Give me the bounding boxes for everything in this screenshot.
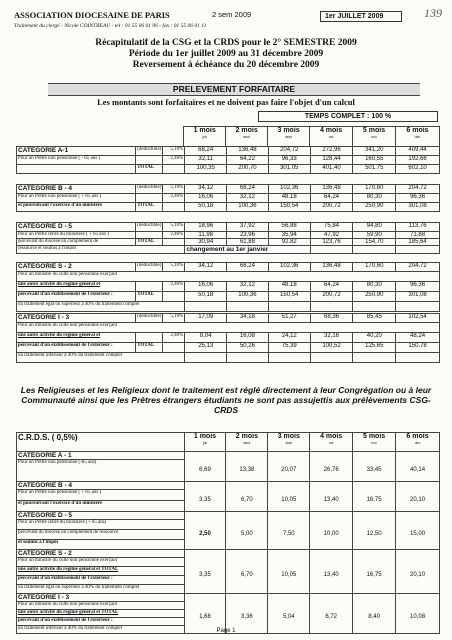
csg-category-i3	[16, 313, 440, 363]
empty-cell	[353, 246, 396, 254]
month-header	[353, 433, 396, 452]
category-description: et poursuivant l'exercice d'un ministère	[17, 203, 136, 212]
empty-cell	[268, 353, 310, 363]
csg-value: 32,12	[227, 282, 269, 292]
csg-category-b4	[16, 184, 440, 212]
document-titles	[0, 38, 452, 71]
month-label: 3 mois	[277, 433, 300, 440]
temps-complet-box: TEMPS COMPLET : 100 %	[258, 111, 438, 122]
empty-cell	[184, 594, 226, 602]
csg-value: 75,84	[310, 223, 353, 232]
csg-value: 136,48	[227, 147, 269, 156]
csg-value: 80,30	[353, 282, 396, 292]
category-description: percevant du diocèse un complément de	[17, 239, 136, 246]
month-header	[184, 433, 226, 452]
csg-value: 50,18	[185, 203, 227, 212]
month-header: 3 mois sept	[268, 127, 310, 147]
crds-value: 6,70	[226, 490, 268, 512]
csg-value: 30,94	[185, 239, 227, 246]
csg-value: 102,54	[396, 314, 440, 323]
csg-value: 154,70	[353, 239, 396, 246]
csg-value: 170,60	[353, 263, 396, 272]
csg-value: 100,35	[185, 165, 227, 174]
semester-tab: 2 sem 2009	[212, 10, 252, 19]
csg-value: 24,12	[268, 333, 310, 343]
csg-value: 48,18	[268, 282, 310, 292]
crds-category-description: un traitement inférieur à 40% du traitement complet	[17, 626, 185, 634]
empty-cell	[396, 550, 440, 558]
csg-value: 48,18	[268, 194, 310, 203]
csg-value: 192,66	[396, 156, 440, 165]
religious-exemption-note: Les Religieuses et les Religieux dont le traitement est réglé directement à leur Congrégation ou à leur Communauté ainsi que les Prêtres étrangers étudiants ne sont pas assujettis aux prélèvements CSG-CRDS	[20, 385, 432, 415]
title-line-2: Période du 1er juillet 2009 au 31 décembre 2009	[128, 49, 324, 59]
crds-value: 2,50	[184, 520, 226, 550]
csg-value: 23,96	[227, 232, 269, 239]
csg-value: 80,30	[353, 194, 396, 203]
empty-cell	[353, 512, 396, 520]
crds-value: 20,10	[396, 558, 440, 594]
empty-cell	[310, 246, 353, 254]
csg-value: 250,90	[353, 203, 396, 212]
csg-value: 102,36	[268, 263, 310, 272]
empty-cell	[226, 482, 268, 490]
prelevement-banner: PRELEVEMENT FORFAITAIRE	[48, 83, 420, 96]
csg-value: 272,96	[310, 147, 353, 156]
rate-percent	[163, 343, 185, 353]
crds-value: 10,05	[268, 558, 310, 594]
crds-value: 33,45	[353, 460, 396, 482]
month-sub: nov	[371, 441, 377, 445]
row-note: TOTAL	[136, 203, 163, 212]
page-number: Page 1	[216, 628, 236, 634]
csg-value: 16,06	[185, 194, 227, 203]
crds-category-description: Pour un ministre du culte non pensionné exerçant	[17, 602, 185, 610]
rate-percent: 2,40%	[163, 282, 185, 292]
empty-cell	[353, 302, 396, 312]
empty-cell	[310, 353, 353, 363]
rate-percent: 5,10%	[163, 185, 185, 194]
category-title: CATEGORIE D - 5	[17, 223, 136, 232]
month-label: 2 mois	[235, 433, 258, 440]
crds-value: 16,75	[353, 490, 396, 512]
row-note	[136, 333, 163, 343]
crds-value: 26,76	[310, 460, 353, 482]
csg-value: 113,76	[396, 223, 440, 232]
month-sub: oct	[328, 441, 334, 445]
csg-value: 85,45	[353, 314, 396, 323]
month-header	[396, 433, 440, 452]
crds-value: 5,04	[268, 602, 310, 634]
csg-value: 8,04	[185, 333, 227, 343]
csg-value: 250,90	[353, 292, 396, 302]
csg-value: 56,88	[268, 223, 310, 232]
month-header: 6 mois dec	[395, 127, 439, 147]
empty-cell	[184, 452, 226, 460]
category-description: Pour un Prêtre non pensionné ( + 65 ans )	[17, 194, 136, 203]
title-line-1: Récapitulatif de la CSG et la CRDS pour le 2° SEMESTRE 2009	[95, 38, 357, 48]
month-label: 1 mois	[193, 433, 217, 440]
empty-cell	[310, 512, 353, 520]
csg-value: 204,72	[268, 147, 310, 156]
row-note	[136, 232, 163, 239]
csg-value: 200,72	[310, 203, 353, 212]
csg-value: 125,65	[353, 343, 396, 353]
csg-value: 32,16	[310, 333, 353, 343]
date-box: 1er JUILLET 2009	[320, 11, 402, 22]
csg-value: 32,12	[227, 194, 269, 203]
csg-value: 94,80	[353, 223, 396, 232]
csg-value: 64,24	[310, 194, 353, 203]
csg-value: 68,24	[227, 263, 269, 272]
handwritten-page-number: 139	[424, 6, 442, 20]
empty-cell	[310, 482, 353, 490]
empty-cell	[185, 302, 227, 312]
csg-value: 501,75	[353, 165, 396, 174]
csg-value: 59,90	[353, 232, 396, 239]
csg-value: 123,76	[310, 239, 353, 246]
csg-table	[16, 126, 440, 147]
category-title: CATEGORIE B - 4	[17, 185, 136, 194]
category-title: CATEGORIE S - 2	[17, 263, 136, 272]
empty-cell	[353, 353, 396, 363]
category-footer: un traitement inférieur à 40% du traitement complet	[17, 353, 185, 363]
csg-value: 71,88	[396, 232, 440, 239]
month-label: 4 mois	[320, 433, 343, 440]
crds-value: 10,08	[396, 602, 440, 634]
crds-category-title: CATEGORIE A - 1	[17, 452, 185, 460]
empty-cell	[185, 353, 227, 363]
csg-value: 136,48	[310, 263, 353, 272]
crds-value: 3,35	[184, 490, 226, 512]
empty-cell	[226, 512, 268, 520]
crds-value: 13,40	[310, 490, 353, 512]
rate-percent: 2,40%	[163, 333, 185, 343]
empty-cell	[184, 512, 226, 520]
empty-cell	[268, 550, 310, 558]
row-note	[136, 282, 163, 292]
csg-value: 200,72	[310, 292, 353, 302]
csg-value: 185,64	[396, 239, 440, 246]
category-description: Pour un Prêtre non pensionné ( - 65 ans )	[17, 156, 136, 165]
crds-value: 15,00	[396, 520, 440, 550]
csg-value: 341,20	[353, 147, 396, 156]
rate-percent: 2,40%	[163, 232, 185, 239]
csg-value: 92,82	[268, 239, 310, 246]
csg-value: 68,24	[185, 147, 227, 156]
empty-cell	[353, 550, 396, 558]
crds-value: 6,72	[310, 602, 353, 634]
crds-value: 13,38	[226, 460, 268, 482]
deduction-note: (déductible)	[136, 147, 163, 156]
crds-value: 13,40	[310, 558, 353, 594]
crds-value: 12,50	[353, 520, 396, 550]
crds-category-description: et poursuivant l'exercice d'un ministère	[17, 501, 185, 512]
category-description: percevant d'un établissement de l'extérieur :	[17, 292, 136, 302]
csg-value: 100,36	[227, 292, 269, 302]
rate-percent	[163, 292, 185, 302]
empty-cell	[227, 353, 269, 363]
empty-cell	[184, 550, 226, 558]
empty-cell	[353, 482, 396, 490]
csg-value: 68,24	[227, 185, 269, 194]
month-sub: aout	[243, 441, 251, 445]
rate-percent	[163, 203, 185, 212]
title-line-3: Reversement à échéance du 20 décembre 2009	[132, 60, 320, 70]
csg-value: 100,52	[310, 343, 353, 353]
csg-value: 35,94	[268, 232, 310, 239]
csg-value: 75,39	[268, 343, 310, 353]
crds-category-description: Pour un Prêtre non pensionné ( + 65 ans )	[17, 490, 185, 501]
csg-value: 34,18	[227, 314, 269, 323]
deduction-note: (déductible)	[136, 314, 163, 323]
crds-value: 40,14	[396, 460, 440, 482]
category-description: percevant d'un établissement de l'extérieur :	[17, 343, 136, 353]
empty-cell	[227, 302, 269, 312]
csg-value: 64,22	[227, 156, 269, 165]
empty-cell	[396, 353, 440, 363]
empty-cell	[396, 512, 440, 520]
crds-category-description: percevant d'un établissement de l'extérieur :	[17, 618, 185, 626]
category-description	[17, 165, 136, 174]
crds-value: 7,50	[268, 520, 310, 550]
month-header	[268, 433, 310, 452]
csg-value: 61,88	[227, 239, 269, 246]
rate-percent: 5,10%	[163, 314, 185, 323]
csg-value: 200,70	[227, 165, 269, 174]
category-description: Pour un Prêtre retiré du ministère ( + 65 ans )	[17, 232, 136, 239]
csg-value: 301,08	[396, 203, 440, 212]
empty-cell	[396, 302, 440, 312]
row-note: TOTAL	[136, 292, 163, 302]
csg-value: 68,36	[310, 314, 353, 323]
empty-cell	[353, 594, 396, 602]
csg-value: 34,12	[185, 185, 227, 194]
row-note: TOTAL	[136, 343, 163, 353]
empty-cell	[310, 550, 353, 558]
category-footer: un traitement égal ou supérieur à 40% du traitement complet	[17, 302, 185, 312]
month-label: 6 mois	[406, 433, 429, 440]
crds-category-description: une autre activité du régime général et TOTAL	[17, 610, 185, 618]
crds-category-title: CATEGORIE D - 5	[17, 512, 185, 520]
crds-title: C.R.D.S. ( 0,5%)	[17, 433, 185, 452]
csg-value: 51,27	[268, 314, 310, 323]
csg-value: 16,08	[227, 333, 269, 343]
treatment-contact-line: Traitement du clergé - Nicole COINTREAU - tel : 01 55 06 01 06 - fax : 01 55 06 01 11	[14, 23, 207, 29]
crds-category-description: et soumis à l'impôt	[17, 540, 185, 550]
csg-value: 18,96	[185, 223, 227, 232]
rate-percent	[163, 165, 185, 174]
csg-value: 96,33	[268, 156, 310, 165]
csg-value: 96,36	[396, 282, 440, 292]
csg-value: 40,20	[353, 333, 396, 343]
crds-category-title: CATEGORIE S - 2	[17, 550, 185, 558]
category-title: CATEGORIE A-1	[17, 147, 136, 156]
crds-category-description: Pour un ministre du culte non pensionné exerçant	[17, 558, 185, 567]
month-label: 5 mois	[363, 433, 386, 440]
row-note: TOTAL	[136, 239, 163, 246]
csg-value: 102,36	[268, 185, 310, 194]
crds-value: 8,40	[353, 602, 396, 634]
empty-cell	[268, 482, 310, 490]
csg-value: 204,72	[396, 185, 440, 194]
organization-name: ASSOCIATION DIOCESAINE DE PARIS	[14, 10, 170, 20]
empty-cell	[396, 482, 440, 490]
csg-value: 409,44	[396, 147, 440, 156]
crds-value: 6,69	[184, 460, 226, 482]
csg-value: 150,78	[396, 343, 440, 353]
empty-cell	[396, 452, 440, 460]
deduction-note: (déductible)	[136, 263, 163, 272]
csg-value: 17,09	[185, 314, 227, 323]
csg-value: 50,26	[227, 343, 269, 353]
crds-category-description: Pour un Prêtre non pensionné (-65 ans)	[17, 460, 185, 482]
crds-category-description: percevant du diocèse un complément de ressource	[17, 530, 185, 540]
csg-value: 48,24	[396, 333, 440, 343]
empty-cell	[396, 594, 440, 602]
crds-value: 10,05	[268, 490, 310, 512]
csg-value: 100,36	[227, 203, 269, 212]
crds-category-title: CATEGORIE B - 4	[17, 482, 185, 490]
rate-percent: 2,40%	[163, 156, 185, 165]
document-header	[14, 6, 442, 34]
deduction-note: (déductible)	[136, 185, 163, 194]
csg-value: 301,05	[268, 165, 310, 174]
month-header: 4 mois oct	[310, 127, 353, 147]
category-footer: ressource et soumis à l'impôt	[17, 246, 185, 254]
csg-value: 160,55	[353, 156, 396, 165]
empty-cell	[268, 512, 310, 520]
empty-cell	[226, 452, 268, 460]
empty-cell	[268, 594, 310, 602]
empty-cell	[184, 482, 226, 490]
crds-grid	[16, 432, 440, 634]
crds-value: 16,75	[353, 558, 396, 594]
category-description: Pour un ministre du culte non pensionné exerçant	[17, 323, 440, 333]
empty-cell	[226, 594, 268, 602]
csg-value: 128,44	[310, 156, 353, 165]
forfaitaire-note: Les montants sont forfaitaires et ne doivent pas faire l'objet d'un calcul	[97, 97, 355, 107]
csg-value: 301,08	[396, 292, 440, 302]
category-title: CATEGORIE I - 3	[17, 314, 136, 323]
csg-value: 96,36	[396, 194, 440, 203]
category-description: Pour un ministre du culte non pensionné exerçant	[17, 272, 440, 282]
csg-value: 34,12	[185, 263, 227, 272]
rate-percent	[163, 239, 185, 246]
crds-value: 20,10	[396, 490, 440, 512]
empty-cell	[310, 302, 353, 312]
csg-value: 170,60	[353, 185, 396, 194]
month-sub: sept	[285, 441, 293, 445]
month-header: 5 mois nov	[353, 127, 396, 147]
empty-cell	[353, 452, 396, 460]
month-header	[226, 433, 268, 452]
deduction-note: (déductible)	[136, 223, 163, 232]
csg-value: 25,13	[185, 343, 227, 353]
month-header	[310, 433, 353, 452]
rate-percent: 5,10%	[163, 147, 185, 156]
csg-category-d5	[16, 222, 440, 254]
csg-value: 602,10	[396, 165, 440, 174]
empty-cell	[226, 550, 268, 558]
row-note	[136, 194, 163, 203]
month-sub: juil	[202, 441, 208, 445]
empty-cell	[310, 594, 353, 602]
month-header: 2 mois aout	[226, 127, 268, 147]
change-note: changement au 1er janvier	[185, 246, 310, 254]
csg-value: 204,72	[396, 263, 440, 272]
rate-percent: 5,10%	[163, 223, 185, 232]
empty-cell	[268, 452, 310, 460]
rate-percent: 2,40%	[163, 194, 185, 203]
crds-category-description: un traitement égal ou supérieur à 40% du traitement complet	[17, 585, 185, 594]
crds-value: 10,00	[310, 520, 353, 550]
csg-category-a1	[16, 146, 440, 174]
csg-value: 37,92	[227, 223, 269, 232]
csg-value: 150,54	[268, 292, 310, 302]
crds-value: 5,00	[226, 520, 268, 550]
row-note	[136, 156, 163, 165]
crds-category-description: une autre activité du régime général et TOTAL	[17, 567, 185, 576]
crds-value: 6,70	[226, 558, 268, 594]
crds-value: 1,68	[184, 602, 226, 634]
month-sub: dec	[414, 441, 421, 445]
empty-cell	[396, 246, 440, 254]
category-description: une autre activité du régime général et	[17, 333, 136, 343]
month-header: 1 mois juil	[184, 127, 226, 147]
csg-category-s2	[16, 262, 440, 312]
empty-cell	[268, 302, 310, 312]
rate-percent: 5,10%	[163, 263, 185, 272]
crds-category-title: CATEGORIE I - 3	[17, 594, 185, 602]
empty-cell	[310, 452, 353, 460]
csg-value: 11,98	[185, 232, 227, 239]
csg-value: 64,24	[310, 282, 353, 292]
csg-value: 47,92	[310, 232, 353, 239]
csg-value: 401,40	[310, 165, 353, 174]
csg-value: 150,54	[268, 203, 310, 212]
csg-value: 50,18	[185, 292, 227, 302]
crds-value: 3,35	[184, 558, 226, 594]
month-header-row	[16, 127, 440, 147]
csg-value: 136,48	[310, 185, 353, 194]
row-note: TOTAL	[136, 165, 163, 174]
crds-value: 20,07	[268, 460, 310, 482]
crds-category-description: percevant d'un établissement de l'extérieur :	[17, 576, 185, 585]
csg-value: 32,11	[185, 156, 227, 165]
crds-category-description: Pour un Prêtre retiré du ministère (+ 65 ans)	[17, 520, 185, 530]
crds-value: 3,36	[226, 602, 268, 634]
csg-value: 16,06	[185, 282, 227, 292]
category-description: une autre activité du régime général et	[17, 282, 136, 292]
